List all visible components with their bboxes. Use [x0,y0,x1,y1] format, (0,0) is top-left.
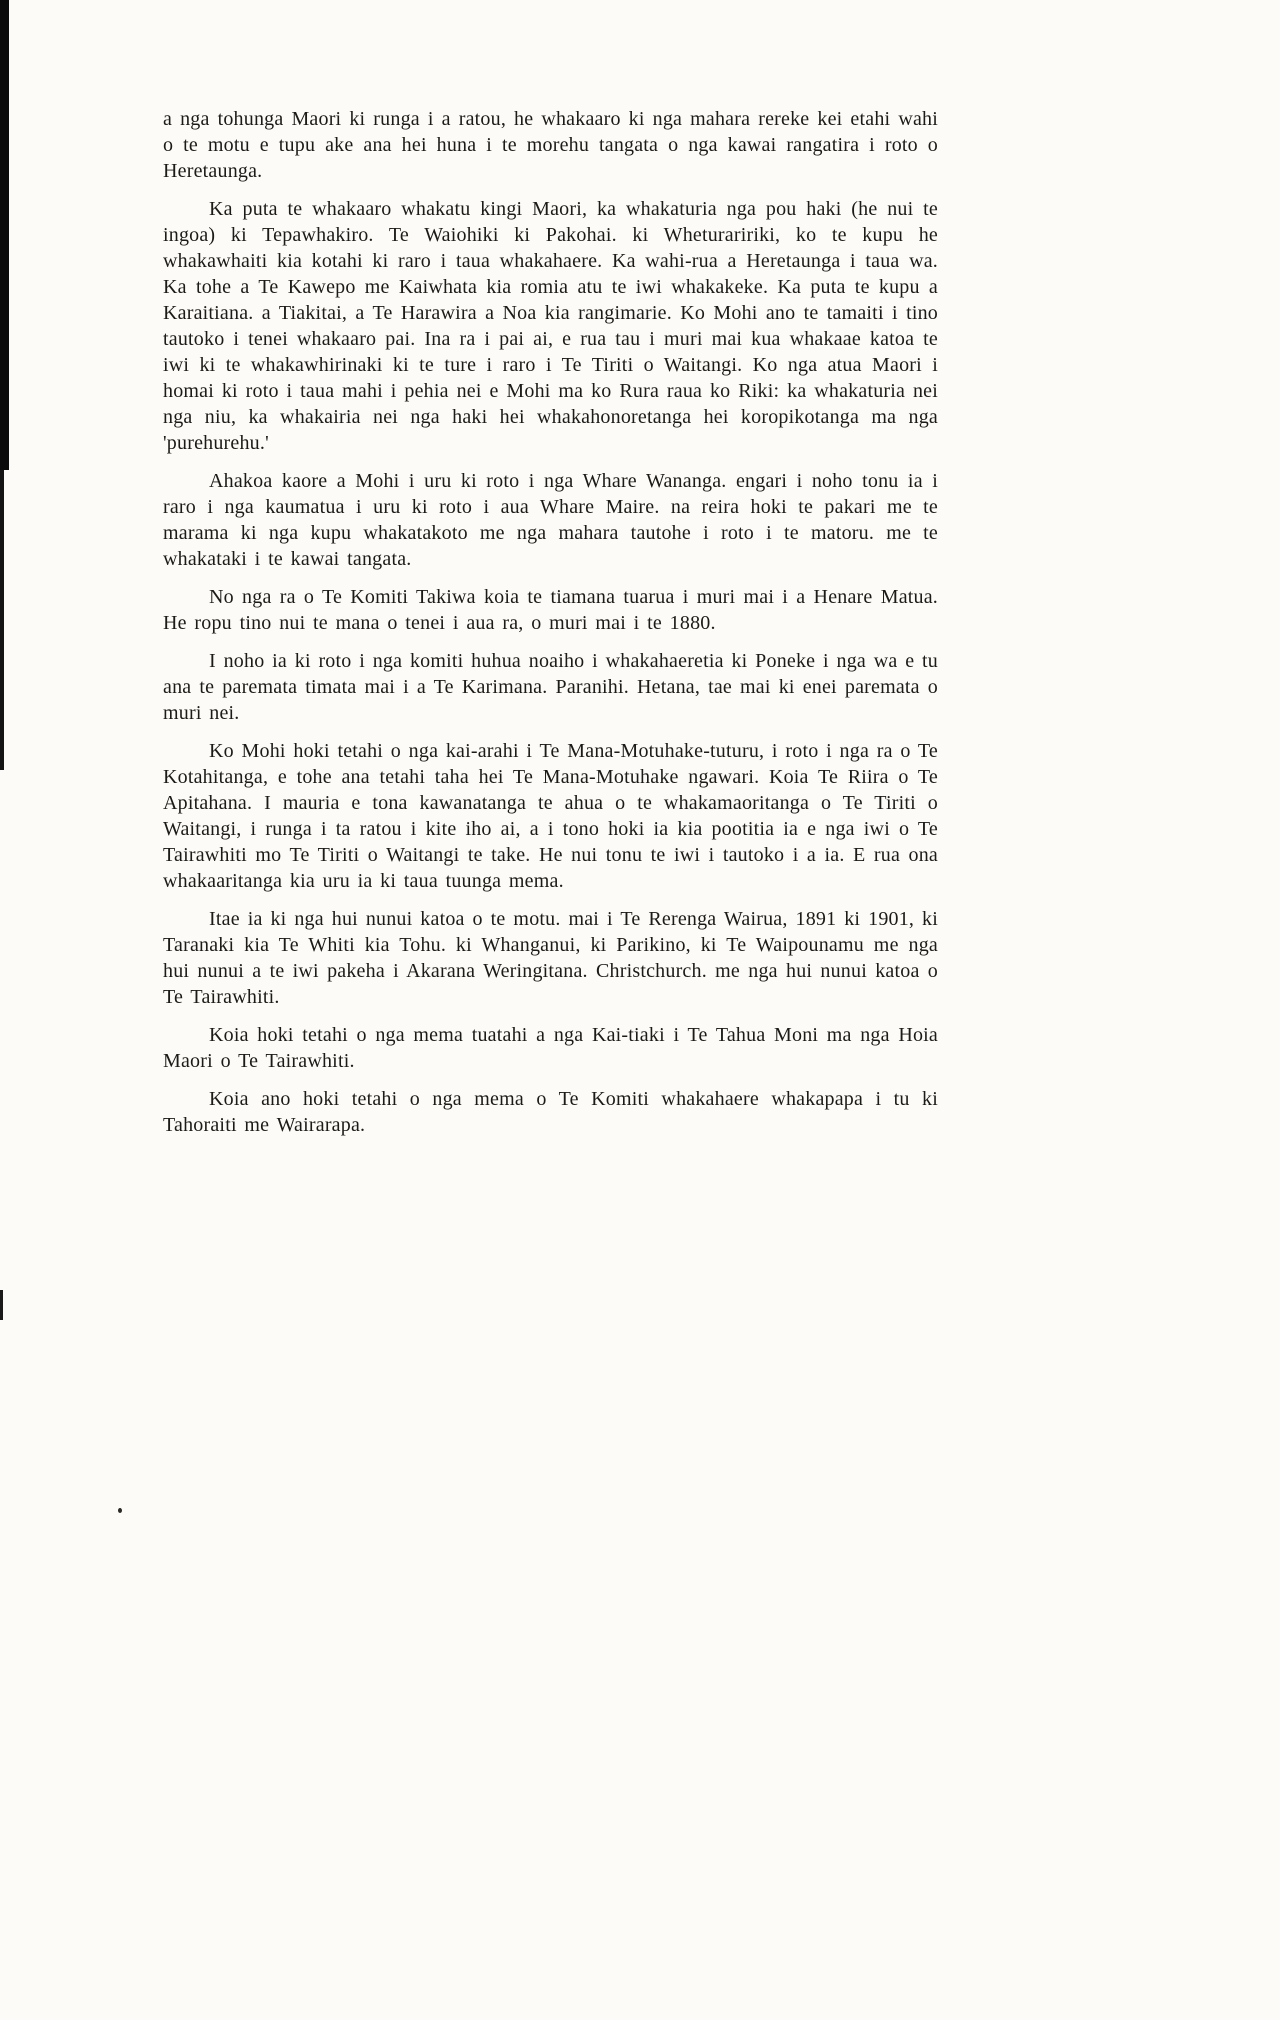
paragraph: Ahakoa kaore a Mohi i uru ki roto i nga Whare Wananga. engari i noho tonu ia i raro i nga kaumatua i uru ki roto i aua Whare Maire. na reira hoki te pakari me te marama ki nga kupu whakatakoto me nga mahara tautohe i roto i te matoru. me te whakataki i te kawai tangata. [163,470,938,570]
paragraph-continuation: a nga tohunga Maori ki runga i a ratou, he whakaaro ki nga mahara rereke kei etahi wahi o te motu e tupu ake ana hei huna i te morehu tangata o nga kawai rangatira i roto o Heretaunga. [163,108,938,182]
paragraph: Ko Mohi hoki tetahi o nga kai-arahi i Te Mana-Motuhake-tuturu, i roto i nga ra o Te Kotahitanga, e tohe ana tetahi taha hei Te Mana-Motuhake ngawari. Koia Te Riira o Te Apitahana. I mauria e tona kawanatanga te ahua o te whakamaoritanga o Te Tiriti o Waitangi, i runga i ta ratou i kite iho ai, a i tono hoki ia kia pootitia ia e nga iwi o Te Tairawhiti mo Te Tiriti o Waitangi te take. He nui tonu te iwi i tautoko i a ia. E rua ona whakaaritanga kia uru ia ki taua tuunga mema. [163,740,939,892]
paragraph: Itae ia ki nga hui nunui katoa o te motu. mai i Te Rerenga Wairua, 1891 ki 1901, ki Taranaki kia Te Whiti kia Tohu. ki Whanganui, ki Parikino, ki Te Waipounamu me nga hui nunui a te iwi pakeha i Akarana Weringitana. Christchurch. me nga hui nunui katoa o Te Tairawhiti. [163,908,938,1008]
paragraph: Koia hoki tetahi o nga mema tuatahi a nga Kai-tiaki i Te Tahua Moni ma nga Hoia Maori o Te Tairawhiti. [163,1024,938,1072]
paragraph: Koia ano hoki tetahi o nga mema o Te Komiti whakahaere whakapapa i tu ki Tahoraiti me Wairarapa. [163,1088,938,1136]
scan-artifact-left-low [0,1290,3,1320]
paragraph: I noho ia ki roto i nga komiti huhua noaiho i whakahaeretia ki Poneke i nga wa e tu ana te paremata timata mai i a Te Karimana. Paranihi. Hetana, tae mai ki enei paremata o muri nei. [163,650,938,724]
paragraph: Ka puta te whakaaro whakatu kingi Maori, ka whakaturia nga pou haki (he nui te ingoa) ki Tepawhakiro. Te Waiohiki ki Pakohai. ki Wheturaririki, ko te kupu he whakawhaiti kia kotahi ki raro i taua whakahaere. Ka wahi-rua a Heretaunga i taua wa. Ka tohe a Te Kawepo me Kaiwhata kia romia atu te iwi whakakeke. Ka puta te kupu a Karaitiana. a Tiakitai, a Te Harawira a Noa kia rangimarie. Ko Mohi ano te tamaiti i tino tautoko i tenei whakaaro pai. Ina ra i pai ai, e rua tau i muri mai kua whakaae katoa te iwi ki te whakawhirinaki ki te ture i raro i Te Tiriti o Waitangi. Ko nga atua Maori i homai ki roto i taua mahi i pehia nei e Mohi ma ko Rura raua ko Riki: ka whakaturia nei nga niu, ka whakairia nei nga haki hei whakahonoretanga hei koropikotanga ma nga 'purehurehu.' [163,198,938,454]
page-text-block [163,106,938,1150]
paragraph: No nga ra o Te Komiti Takiwa koia te tiamana tuarua i muri mai i a Henare Matua. He ropu tino nui te mana o tenei i aua ra, o muri mai i te 1880. [163,586,938,634]
scan-artifact-left-mid [0,470,4,770]
scan-artifact-left-top [0,0,9,470]
scan-artifact-dot [118,1508,122,1513]
